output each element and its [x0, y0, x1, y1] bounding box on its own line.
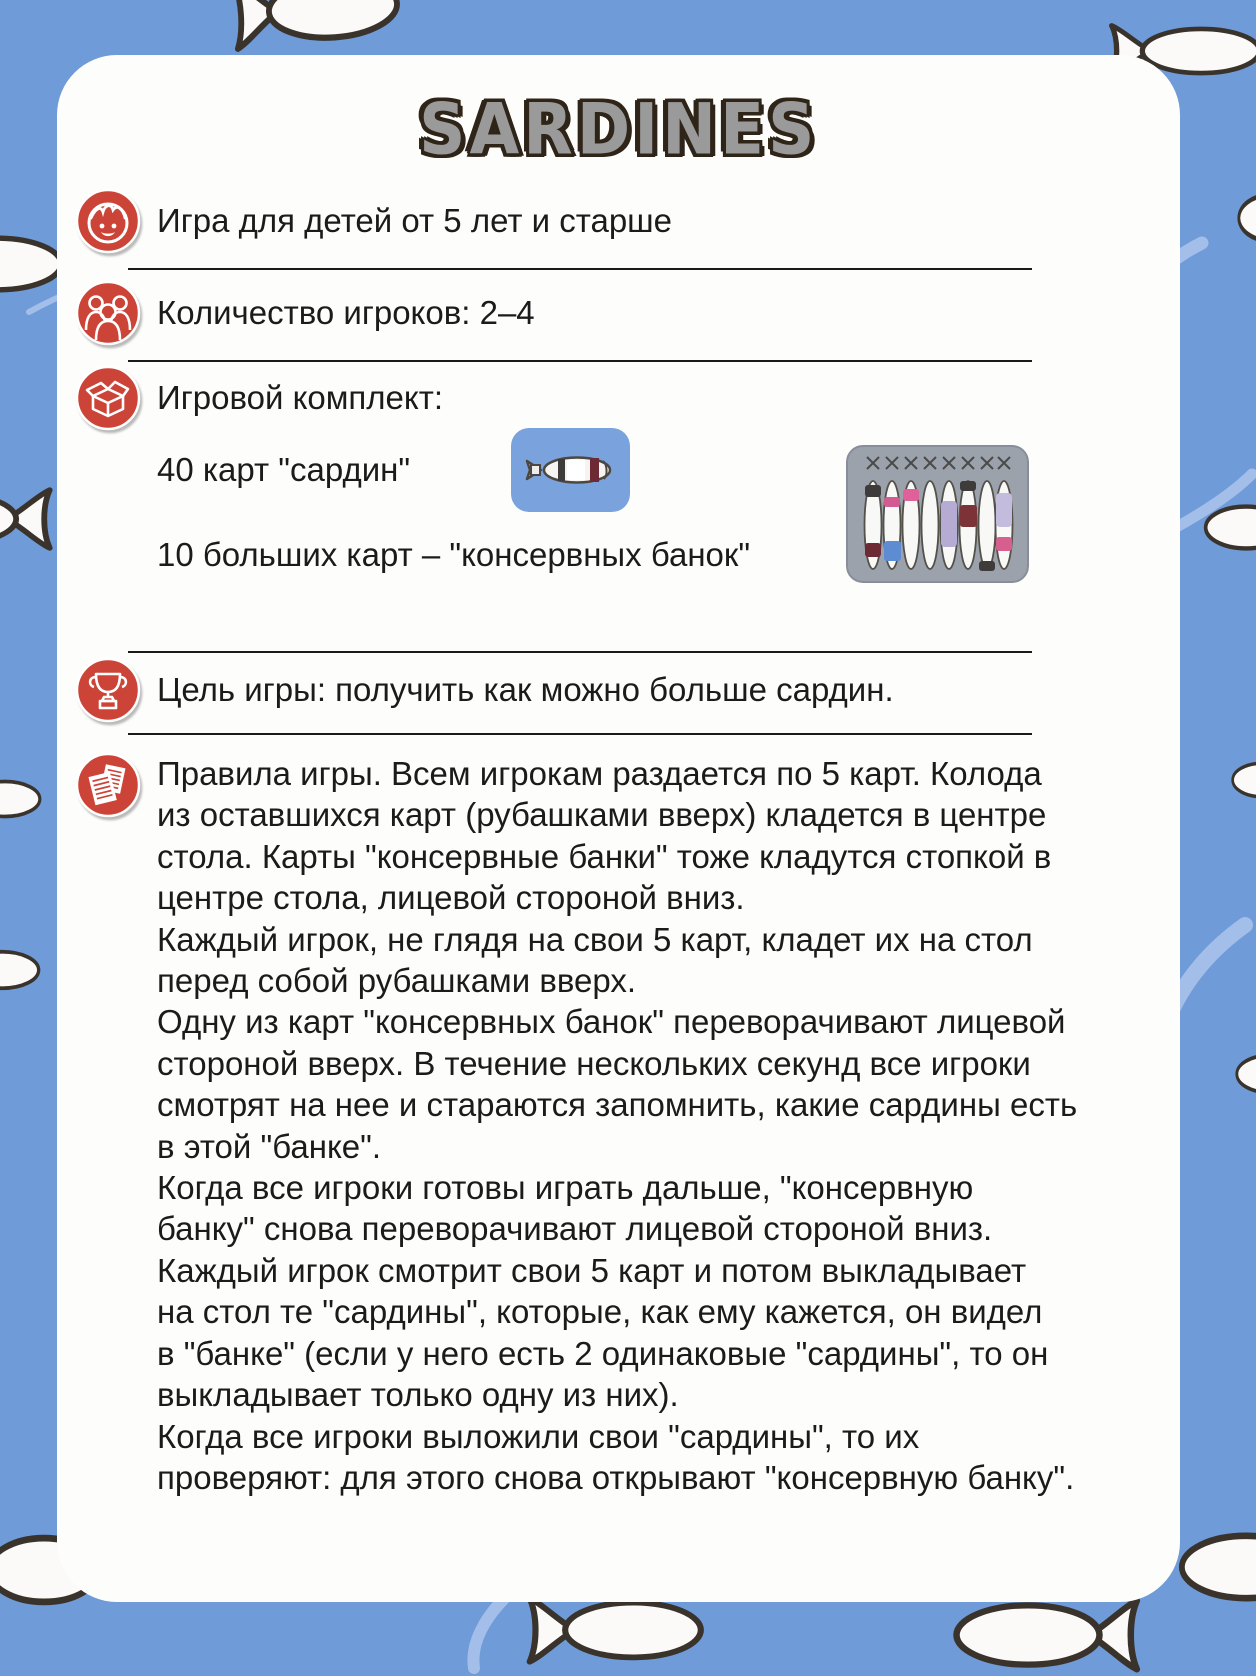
age-row — [75, 188, 1140, 254]
rules-line: из оставшихся карт (рубашками вверх) кладется в центре — [157, 796, 1047, 834]
fish-icon — [522, 1594, 707, 1666]
age-text: Игра для детей от 5 лет и старше — [157, 202, 672, 239]
fish-icon — [0, 486, 57, 552]
rules-line: стола. Карты "консервные банки" тоже кладутся стопкой в — [157, 837, 1052, 875]
rules-line: центре стола, лицевой стороной вниз. — [157, 879, 745, 917]
tin-can-image — [846, 445, 1029, 583]
fish-icon — [950, 1596, 1145, 1674]
rules-line: выкладывает только одну из них). — [157, 1376, 679, 1414]
rules-line: в этой "банке". — [157, 1127, 381, 1165]
players-text: Количество игроков: 2–4 — [157, 294, 535, 331]
fish-icon — [1230, 758, 1256, 802]
kit-item1: 40 карт "сардин" — [157, 451, 411, 488]
fish-icon — [1236, 188, 1256, 248]
rules-line: Одну из карт "консервных банок" переворачивают лицевой — [157, 1003, 1066, 1041]
rules-line: стороной вверх. В течение нескольких секунд все игроки — [157, 1044, 1031, 1082]
rules-line: перед собой рубашками вверх. — [157, 962, 637, 1000]
kit-title: Игровой комплект: — [157, 379, 443, 416]
sardine-card-image — [511, 428, 630, 512]
players-row — [75, 280, 1140, 346]
kit-row — [75, 365, 1140, 431]
rules-line: смотрят на нее и стараются запомнить, какие сардины есть — [157, 1086, 1078, 1124]
rules-text — [157, 753, 1157, 1498]
rules-line: Когда все игроки выложили свои "сардины", то их — [157, 1417, 920, 1455]
open-box-icon — [75, 365, 141, 431]
fish-icon — [225, 0, 405, 54]
child-face-icon — [75, 188, 141, 254]
divider — [128, 733, 1032, 735]
rules-line: Каждый игрок смотрит свои 5 карт и потом выкладывает — [157, 1251, 1027, 1289]
rules-line: банку" снова переворачивают лицевой стороной вниз. — [157, 1210, 993, 1248]
goal-text: Цель игры: получить как можно больше сардин. — [157, 671, 894, 708]
game-logo-text: SARDINES — [418, 88, 819, 171]
trophy-icon — [75, 657, 141, 723]
kit-item2: 10 больших карт – "консервных банок" — [157, 536, 751, 573]
divider — [128, 268, 1032, 270]
divider — [128, 360, 1032, 362]
rules-line: Правила игры. Всем игрокам раздается по 5 карт. Колода — [157, 755, 1042, 792]
goal-row — [75, 657, 1140, 723]
people-icon — [75, 280, 141, 346]
rules-line: Когда все игроки готовы играть дальше, "консервную — [157, 1169, 974, 1207]
fish-icon — [0, 776, 43, 822]
divider — [128, 651, 1032, 653]
rules-line: в "банке" (если у него есть 2 одинаковые "сардины", то он — [157, 1334, 1049, 1372]
rules-card — [57, 55, 1180, 1602]
fish-icon — [1176, 1526, 1256, 1608]
rules-line: Каждый игрок, не глядя на свои 5 карт, кладет их на стол — [157, 920, 1033, 958]
game-logo — [57, 88, 1180, 171]
papers-icon — [75, 752, 141, 818]
rules-line: на стол те "сардины", которые, как ему кажется, он видел — [157, 1293, 1043, 1331]
rules-line: проверяют: для этого снова открывают "консервную банку". — [157, 1458, 1075, 1496]
fish-icon — [0, 946, 42, 994]
